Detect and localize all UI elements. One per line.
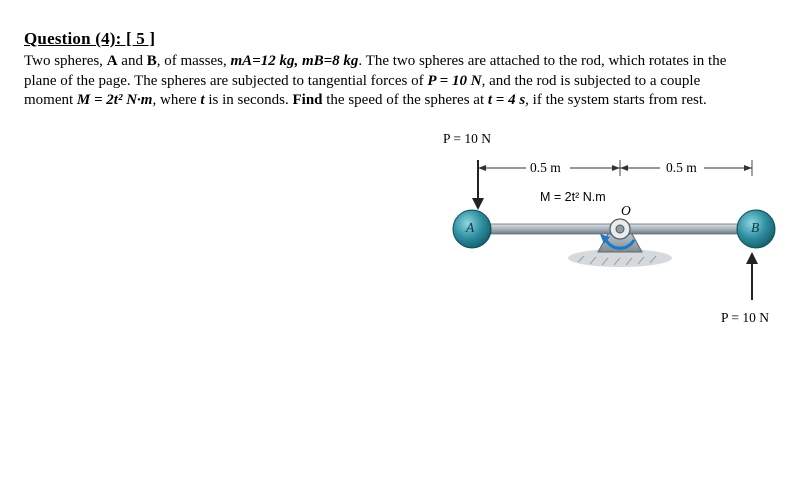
- force-top-label: P = 10 N: [443, 131, 491, 146]
- force-bottom-label: P = 10 N: [721, 310, 769, 325]
- dim-arrow-center-l: [612, 165, 620, 171]
- force-value: P = 10 N: [427, 72, 482, 89]
- question-line-1: [24, 52, 776, 72]
- figure-drawing: [430, 130, 792, 330]
- moment-value: M = 2t² N·m: [76, 92, 153, 108]
- question-line-2: [24, 72, 776, 92]
- text-segment: is in seconds.: [204, 92, 293, 108]
- text-segment: . The two spheres are attached to the rod, which rotates in the: [358, 53, 727, 69]
- dim-arrow-left: [478, 165, 486, 171]
- dim-left-label: 0.5 m: [530, 160, 561, 175]
- time-value: t = 4 s: [487, 92, 526, 108]
- text-segment: moment: [24, 92, 77, 108]
- time-symbol: t: [200, 92, 205, 108]
- force-a-arrowhead: [472, 198, 484, 210]
- question-text: [24, 52, 776, 111]
- sphere-b-ref: B: [146, 53, 157, 69]
- moment-label: M = 2t² N.m: [540, 190, 606, 204]
- find-keyword: Find: [292, 92, 323, 108]
- force-b-arrowhead: [746, 252, 758, 264]
- sphere-a-label: A: [466, 220, 475, 235]
- dim-arrow-center-r: [620, 165, 628, 171]
- question-line-3: [24, 91, 776, 111]
- pivot-label: O: [621, 203, 631, 218]
- text-segment: and: [117, 53, 147, 69]
- text-segment: , and the rod is subjected to a couple: [481, 72, 701, 89]
- spheres-rod-figure: [430, 130, 792, 330]
- dim-arrow-right: [744, 165, 752, 171]
- question-heading: Question (4): [ 5 ]: [24, 29, 156, 48]
- dim-right-label: 0.5 m: [666, 160, 697, 175]
- text-segment: , of masses,: [156, 53, 231, 69]
- text-segment: , where: [152, 92, 201, 108]
- sphere-a-ref: A: [106, 53, 118, 69]
- pivot-pin: [616, 225, 624, 233]
- text-segment: the speed of the spheres at: [322, 92, 488, 108]
- text-segment: plane of the page. The spheres are subjected to tangential forces of: [24, 72, 428, 89]
- sphere-b-label: B: [751, 220, 760, 235]
- mass-values: mA=12 kg, mB=8 kg: [230, 53, 359, 69]
- text-segment: Two spheres,: [24, 53, 107, 69]
- text-segment: , if the system starts from rest.: [525, 92, 707, 108]
